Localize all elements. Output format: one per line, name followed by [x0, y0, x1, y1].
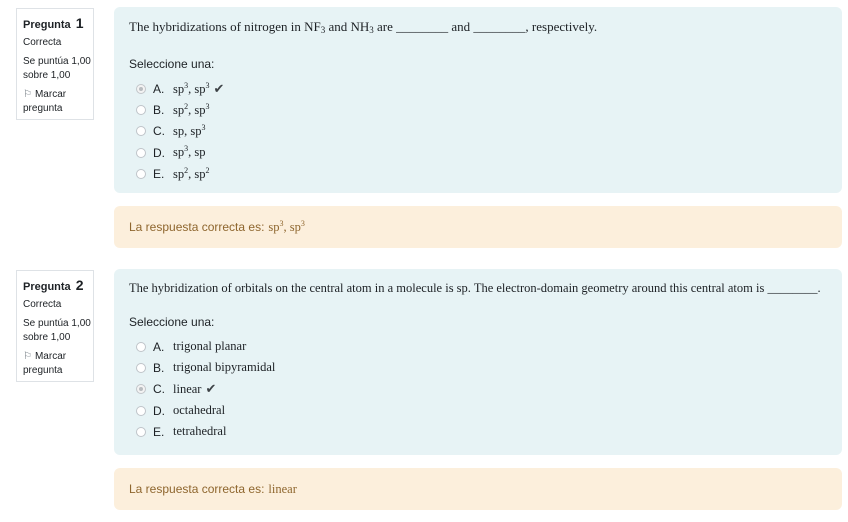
question-number: [23, 15, 93, 31]
question-grade: Se puntúa 1,00 sobre 1,00: [23, 318, 91, 343]
answer-list: [129, 78, 827, 184]
question-info: [16, 8, 94, 120]
answer-text: $sp^2$, $sp^3$: [173, 101, 210, 118]
answer-radio[interactable]: [136, 148, 146, 158]
answer-option-d[interactable]: D. octahedral: [129, 400, 827, 421]
question-number-value: 1: [75, 15, 84, 31]
answer-option-a[interactable]: A. $sp^3$, $sp^3$ ✔: [129, 78, 827, 99]
answer-text: $sp^3$, $sp^3$: [173, 80, 210, 96]
answer-text: linear: [173, 381, 202, 396]
question-number-value: 2: [75, 277, 84, 293]
answer-option-c[interactable]: C. sp, $sp^3$: [129, 121, 827, 142]
answer-option-a[interactable]: A. trigonal planar: [129, 336, 827, 357]
answer-list: [129, 336, 827, 442]
answer-radio[interactable]: [136, 342, 146, 352]
right-answer-label: La respuesta correcta es:: [129, 482, 265, 496]
flag-question-label: Marcar pregunta: [23, 351, 67, 376]
answer-option-b[interactable]: B. $sp^2$, $sp^3$: [129, 99, 827, 120]
right-answer-feedback: [114, 206, 842, 248]
right-answer-value: $sp^3$, $sp^3$: [268, 218, 305, 235]
answer-text: trigonal planar: [173, 339, 247, 354]
answer-radio[interactable]: [136, 84, 146, 94]
checkmark-icon: ✔: [205, 381, 217, 397]
right-answer-label: La respuesta correcta es:: [129, 220, 265, 234]
answer-option-b[interactable]: B. trigonal bipyramidal: [129, 357, 827, 378]
question-text: The hybridizations of nitrogen in $NF_3$ and $NH_3$ are ________ and ________, respectively.: [129, 19, 598, 35]
answer-text: octahedral: [173, 403, 226, 418]
question-label: Pregunta: [23, 281, 71, 293]
question-number: [23, 277, 93, 293]
right-answer-value: linear: [268, 481, 297, 496]
answer-option-e[interactable]: E. $sp^2$, $sp^2$: [129, 163, 827, 184]
answer-text: trigonal bipyramidal: [173, 360, 276, 375]
question-content: [114, 7, 842, 193]
answer-radio[interactable]: [136, 126, 146, 136]
answer-radio[interactable]: [136, 384, 146, 394]
flag-question-link[interactable]: [23, 88, 93, 116]
answer-prompt: Seleccione una:: [129, 315, 215, 329]
flag-icon: ⚐: [23, 89, 32, 100]
answer-radio[interactable]: [136, 169, 146, 179]
answer-text: $sp^3$, sp: [173, 144, 206, 160]
answer-option-e[interactable]: E. tetrahedral: [129, 421, 827, 442]
checkmark-icon: ✔: [213, 80, 225, 96]
answer-radio[interactable]: [136, 427, 146, 437]
question-label: Pregunta: [23, 19, 71, 31]
flag-icon: ⚐: [23, 351, 32, 362]
flag-question-label: Marcar pregunta: [23, 89, 67, 114]
answer-text: sp, $sp^3$: [173, 123, 206, 139]
question-grade: Se puntúa 1,00 sobre 1,00: [23, 56, 91, 81]
question-info: [16, 270, 94, 382]
question-state: Correcta: [23, 299, 62, 310]
question-content: [114, 269, 842, 455]
right-answer-feedback: [114, 468, 842, 510]
answer-radio[interactable]: [136, 105, 146, 115]
flag-question-link[interactable]: [23, 350, 93, 378]
question-text: The hybridization of orbitals on the central atom in a molecule is sp. The electron-domain geometry around this central atom is ________.: [129, 281, 821, 295]
answer-radio[interactable]: [136, 363, 146, 373]
answer-text: tetrahedral: [173, 424, 227, 439]
answer-text: $sp^2$, $sp^2$: [173, 165, 210, 181]
answer-prompt: Seleccione una:: [129, 57, 215, 71]
answer-option-d[interactable]: D. $sp^3$, sp: [129, 142, 827, 163]
answer-option-c[interactable]: C. linear ✔: [129, 379, 827, 400]
answer-radio[interactable]: [136, 406, 146, 416]
question-state: Correcta: [23, 37, 62, 48]
